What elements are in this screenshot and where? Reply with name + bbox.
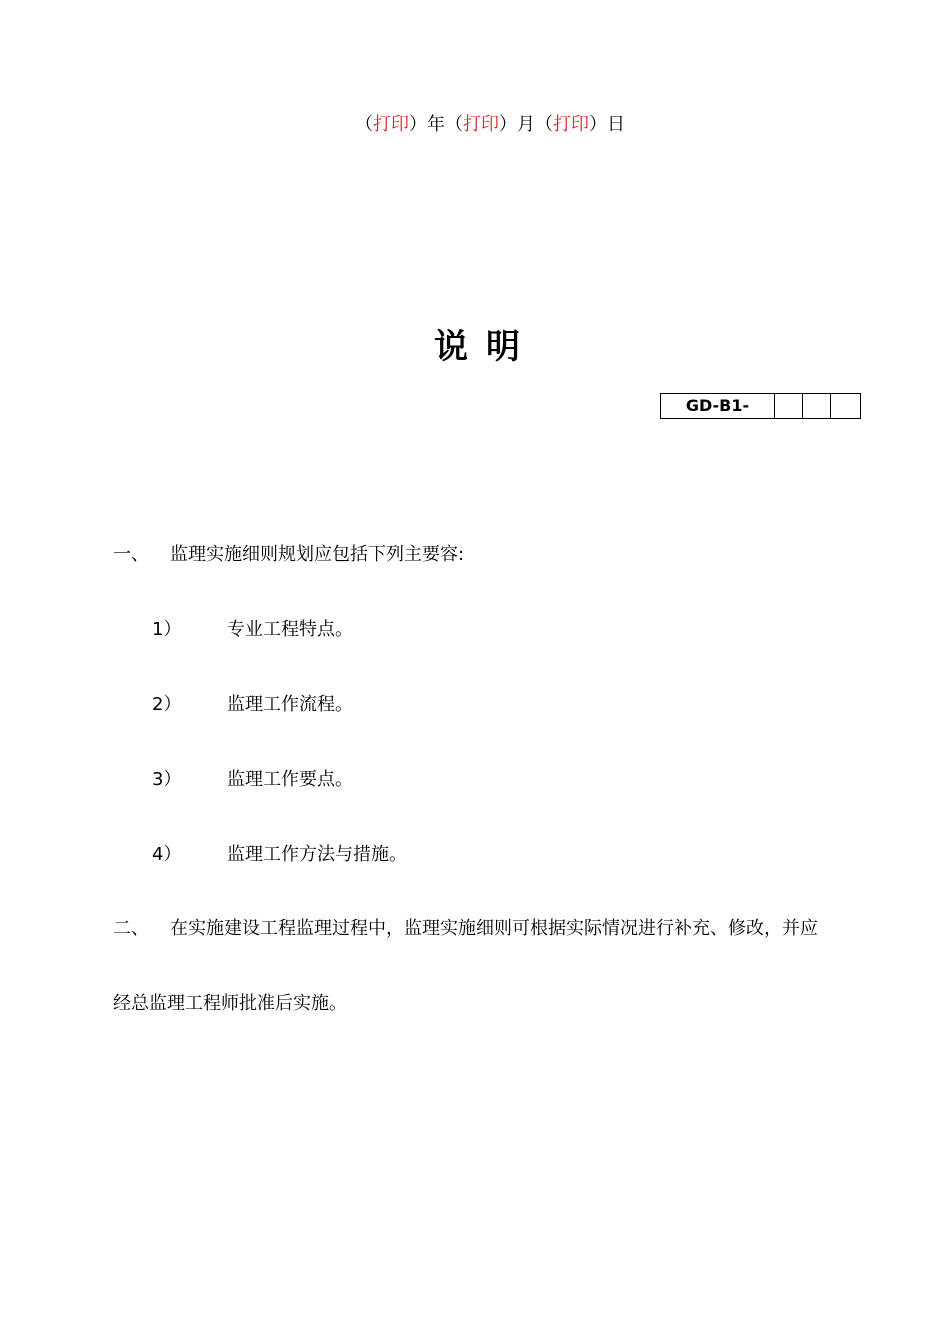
month-label: ）月（ xyxy=(499,114,553,135)
document-title: 说明 xyxy=(434,327,538,367)
section-2-line-1: 在实施建设工程监理过程中，监理实施细则可根据实际情况进行补充、修改，并应 xyxy=(170,918,818,939)
list-item xyxy=(152,618,353,642)
list-item-number: 2） xyxy=(152,694,182,715)
code-cell-3[interactable] xyxy=(831,394,860,418)
month-print-field[interactable]: 打印 xyxy=(463,114,499,135)
section-1-text: 监理实施细则规划应包括下列主要容: xyxy=(170,544,465,565)
code-cell-2[interactable] xyxy=(803,394,831,418)
year-print-field[interactable]: 打印 xyxy=(373,114,409,135)
document-code-label: GD-B1- xyxy=(661,394,775,418)
section-2-continuation: 经总监理工程师批准后实施。 xyxy=(113,993,347,1014)
list-item-text: 监理工作流程。 xyxy=(227,694,353,715)
section-2-number: 二、 xyxy=(113,918,149,939)
list-item-number: 1） xyxy=(152,619,182,640)
year-label: ）年（ xyxy=(409,114,463,135)
document-code-box xyxy=(660,393,861,419)
section-1-heading xyxy=(113,543,464,567)
list-item xyxy=(152,768,353,792)
list-item-number: 4） xyxy=(152,844,182,865)
list-item xyxy=(152,693,353,717)
date-bracket-open: （ xyxy=(355,114,373,135)
list-item-text: 监理工作方法与措施。 xyxy=(227,844,407,865)
list-item-text: 监理工作要点。 xyxy=(227,769,353,790)
day-print-field[interactable]: 打印 xyxy=(553,114,589,135)
section-1-number: 一、 xyxy=(113,544,149,565)
list-item xyxy=(152,843,407,867)
list-item-number: 3） xyxy=(152,769,182,790)
code-cell-1[interactable] xyxy=(775,394,803,418)
list-item-text: 专业工程特点。 xyxy=(227,619,353,640)
day-label: ）日 xyxy=(589,114,625,135)
date-line xyxy=(0,113,950,137)
section-2-heading xyxy=(113,917,818,941)
